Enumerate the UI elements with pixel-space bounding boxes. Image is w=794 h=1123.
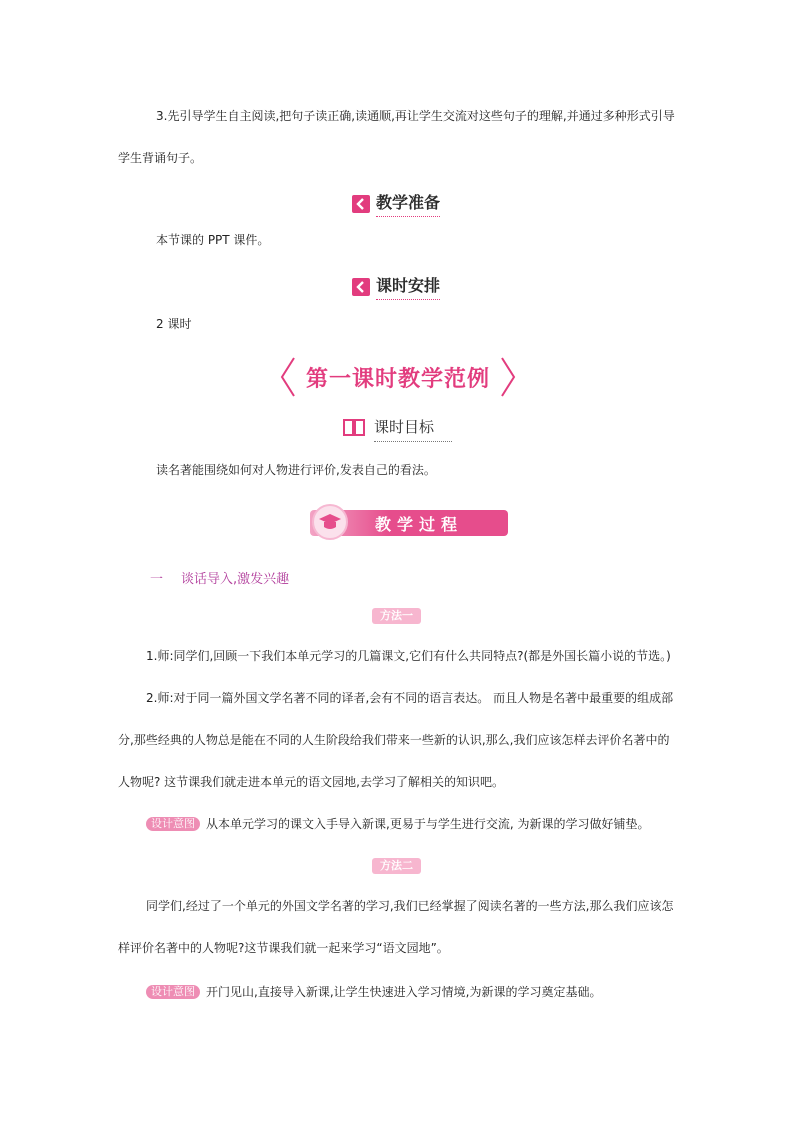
design-intent-text: 从本单元学习的课文入手导入新课,更易于与学生进行交流, 为新课的学习做好铺垫。 — [206, 817, 650, 831]
goal-title: 课时目标 — [374, 416, 452, 442]
method-2-paragraph-line-2: 样评价名著中的人物呢?这节课我们就一起来学习“语文园地”。 — [118, 941, 449, 955]
graduation-cap-icon — [312, 504, 348, 540]
prep-body: 本节课的 PPT 课件。 — [156, 233, 270, 247]
intro-line-1: 3.先引导学生自主阅读,把句子读正确,读通顺,再让学生交流对这些句子的理解,并通过多种形式引导 — [156, 109, 675, 123]
schedule-title: 课时安排 — [376, 273, 440, 300]
step-number: 一 — [150, 572, 164, 587]
process-title: 教学过程 — [374, 514, 463, 534]
schedule-heading — [352, 273, 440, 300]
method-2-design-note — [146, 986, 601, 1000]
step-heading — [150, 568, 289, 587]
left-bracket-icon — [278, 356, 298, 398]
lesson-title-text: 第一课时教学范例 — [305, 366, 490, 392]
book-icon — [342, 417, 366, 441]
lesson-title — [278, 356, 518, 398]
step-title: 谈话导入,激发兴趣 — [181, 572, 290, 587]
right-bracket-icon — [498, 356, 518, 398]
method-1-paragraph-2-line-3: 人物呢? 这节课我们就走进本单元的语文园地,去学习了解相关的知识吧。 — [118, 775, 505, 789]
design-intent-tag: 设计意图 — [146, 985, 200, 999]
method-1-paragraph-1: 1.师:同学们,回顾一下我们本单元学习的几篇课文,它们有什么共同特点?(都是外国长篇小说的节选。) — [146, 649, 671, 663]
design-intent-tag: 设计意图 — [146, 817, 200, 831]
prep-title: 教学准备 — [376, 190, 440, 217]
bookmark-icon — [352, 195, 370, 213]
method-1-design-note — [146, 818, 649, 832]
method-1-paragraph-2-line-1: 2.师:对于同一篇外国文学名著不同的译者,会有不同的语言表达。 而且人物是名著中最重要的组成部 — [146, 691, 674, 705]
method-1-tag: 方法一 — [372, 608, 421, 624]
schedule-body: 2 课时 — [156, 317, 192, 331]
goal-heading — [342, 416, 452, 442]
intro-line-2: 学生背诵句子。 — [118, 151, 203, 165]
bookmark-icon — [352, 278, 370, 296]
prep-heading — [352, 190, 440, 217]
design-intent-text: 开门见山,直接导入新课,让学生快速进入学习情境,为新课的学习奠定基础。 — [206, 985, 602, 999]
method-2-tag: 方法二 — [372, 858, 421, 874]
goal-body: 读名著能围绕如何对人物进行评价,发表自己的看法。 — [156, 463, 436, 477]
method-2-paragraph-line-1: 同学们,经过了一个单元的外国文学名著的学习,我们已经掌握了阅读名著的一些方法,那么我们应该怎 — [146, 899, 674, 913]
method-1-paragraph-2-line-2: 分,那些经典的人物总是能在不同的人生阶段给我们带来一些新的认识,那么,我们应该怎样去评价名著中的 — [118, 733, 670, 747]
